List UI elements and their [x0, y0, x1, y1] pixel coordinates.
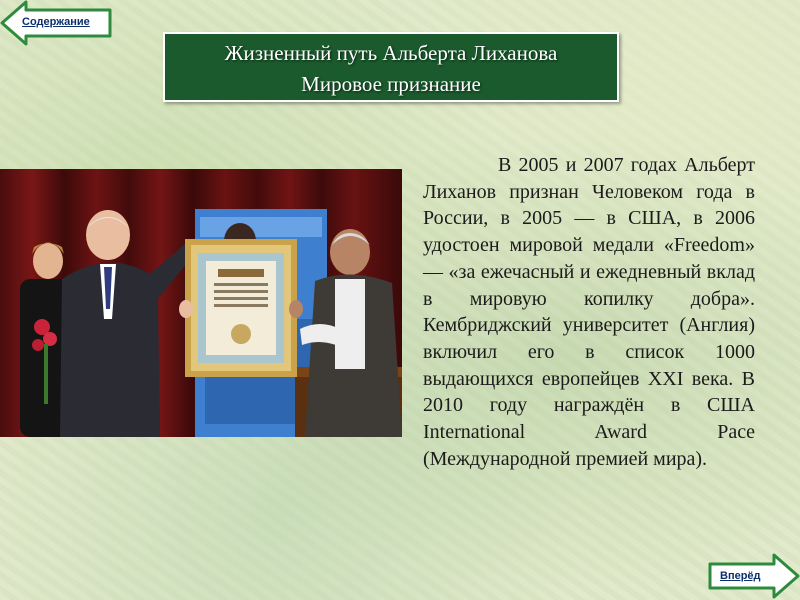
achievements-paragraph: В 2005 и 2007 годах Альберт Лиханов признан Человеком года в России, в 2005 — в США, в 2006 удостоен мировой медали «Freedom» — «за ежечасный и ежедневный вклад в мировую копилку добра». Кембриджский университет (Англия) включил его в список 1000 выдающихся европейцев XXI века. В 2010 году награждён в США International Award Pace (Международной премией мира).: [423, 154, 755, 470]
title-line-2: Мировое признание: [301, 72, 481, 96]
back-to-contents-button[interactable]: [0, 0, 112, 46]
title-line-1: Жизненный путь Альберта Лиханова: [224, 41, 558, 65]
back-button-label: Содержание: [22, 16, 90, 28]
page-title: [163, 32, 619, 102]
award-ceremony-photo: [0, 169, 402, 437]
next-button[interactable]: [708, 553, 800, 599]
next-button-label: Вперёд: [720, 570, 761, 582]
